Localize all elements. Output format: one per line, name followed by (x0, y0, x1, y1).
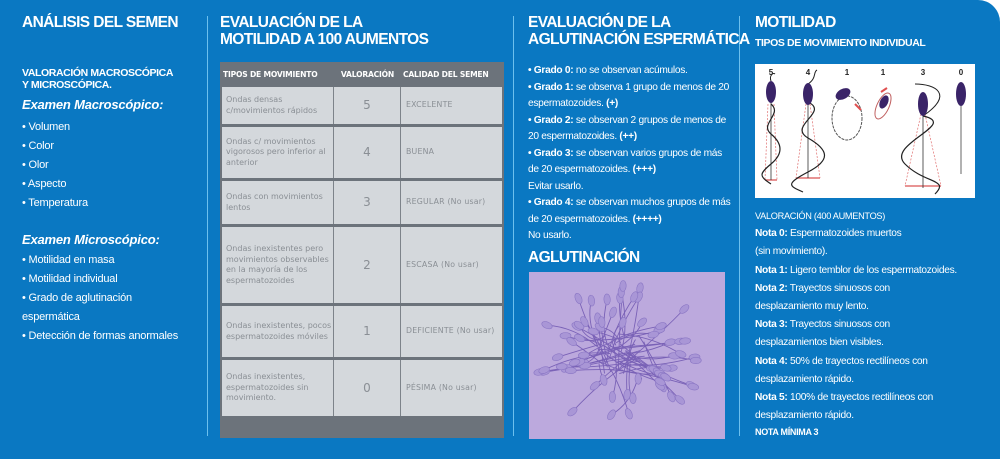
table-row (222, 306, 502, 357)
grado-item (528, 195, 733, 245)
macro-item: • Temperatura (22, 197, 88, 209)
diagram-label: 0 (958, 68, 964, 77)
aglutinacion-title (528, 14, 750, 48)
nota-text: Trayectos sinuosos con (787, 319, 890, 331)
nota-sep: : (784, 282, 788, 294)
analisis-title: ANÁLISIS DEL SEMEN (22, 14, 178, 31)
cell-tipo: Ondas inexistentes, pocos espermatozoides móviles (222, 306, 334, 357)
motilidad-100-title-line2: MOTILIDAD A 100 AUMENTOS (220, 31, 429, 48)
nota-text: Trayectos sinuosos con (787, 282, 890, 294)
macro-list (22, 118, 88, 213)
nota-text: desplazamiento rápido. (755, 410, 854, 422)
nota-label: Nota 0 (755, 228, 785, 240)
sperm-grade-4 (792, 70, 825, 192)
macro-title: Examen Macroscópico: (22, 97, 164, 112)
grado-mark: (++++) (632, 213, 662, 225)
micro-item: • Detección de formas anormales (22, 330, 179, 342)
grados-list (528, 63, 733, 245)
aglutinacion-image-title: AGLUTINACIÓN (528, 249, 640, 266)
movement-diagram-svg (755, 64, 975, 198)
column-divider (739, 16, 740, 436)
motilidad-table (220, 62, 504, 438)
cell-tipo: Ondas con movimientos lentos (222, 181, 334, 224)
nota-sep: : (784, 319, 788, 331)
nota-label: Nota 3 (755, 319, 785, 331)
table-header (220, 62, 504, 86)
nota-sep: : (784, 355, 788, 367)
nota-sep: : (784, 264, 788, 276)
cell-tipo: Ondas densas c/movimientos rápidos (222, 87, 334, 124)
diagram-label: 1 (880, 68, 886, 77)
cell-valor: 4 (334, 127, 401, 178)
diagram-label: 4 (805, 68, 811, 77)
motilidad-title: MOTILIDAD (755, 14, 836, 31)
cell-calidad: ESCASA (No usar) (406, 259, 479, 269)
analisis-subtitle-line2: Y MICROSCÓPICA. (22, 79, 112, 91)
cell-valor: 2 (334, 227, 401, 303)
cell-calidad: EXCELENTE (406, 100, 453, 110)
nota-minima: NOTA MÍNIMA 3 (755, 427, 819, 438)
grado-extra: No usarlo. (528, 230, 572, 241)
sperm-head (690, 357, 701, 364)
cell-calidad: REGULAR (No usar) (406, 197, 486, 207)
cell-calidad: BUENA (406, 147, 435, 157)
grado-label: • Grado 4: (528, 197, 574, 208)
cell-tipo: Ondas inexistentes pero movimientos observables en la mayoría de los espermatozoides (222, 227, 334, 303)
header-tipos: TIPOS DE MOVIMIENTO (223, 69, 318, 79)
nota-text: desplazamiento muy lento. (755, 301, 869, 313)
nota-label: Nota 1 (755, 264, 785, 276)
micro-item: • Motilidad individual (22, 273, 118, 285)
nota-item (755, 389, 957, 425)
aglutinacion-title-line1: EVALUACIÓN DE LA (528, 14, 671, 31)
grado-label: • Grado 2: (528, 114, 574, 126)
nota-item (755, 353, 957, 389)
grado-extra: Evitar usarlo. (528, 180, 584, 192)
column-divider (513, 16, 514, 436)
grado-label: • Grado 3: (528, 147, 574, 159)
header-valoracion: VALORACIÓN (340, 69, 395, 79)
header-calidad: CALIDAD DEL SEMEN (403, 69, 489, 79)
grado-label: • Grado 1: (528, 81, 574, 93)
grado-mark: (+++) (632, 164, 656, 175)
nota-text: desplazamientos bien visibles. (755, 337, 884, 349)
grado-label: • Grado 0: (528, 65, 574, 76)
macro-item: • Color (22, 140, 54, 152)
cell-valor: 5 (334, 87, 401, 124)
nota-item (755, 280, 957, 316)
grado-mark: (++) (619, 131, 637, 142)
nota-sep: : (784, 228, 788, 240)
valoracion-title: VALORACIÓN (400 AUMENTOS) (755, 211, 886, 221)
sperm-head (565, 367, 576, 373)
macro-item: • Volumen (22, 121, 70, 133)
micro-item: • Motilidad en masa (22, 254, 115, 266)
cell-valor: 1 (334, 306, 401, 357)
nota-text: 50% de trayectos rectilíneos con (787, 355, 928, 367)
nota-text: Espermatozoides muertos (787, 228, 902, 240)
cell-calidad: DEFICIENTE (No usar) (406, 326, 495, 336)
nota-item (755, 225, 957, 261)
valoracion-notes (755, 207, 957, 439)
macro-item: • Olor (22, 159, 49, 171)
sperm-head (609, 392, 615, 403)
analisis-subtitle-line1: VALORACIÓN MACROSCÓPICA (22, 67, 174, 79)
sperm-grade-5 (762, 73, 780, 184)
grado-mark: (+) (606, 98, 618, 109)
column-divider (207, 16, 208, 436)
cell-valor: 3 (334, 181, 401, 224)
cell-calidad: PÉSIMA (No usar) (406, 382, 477, 392)
nota-label: Nota 2 (755, 282, 785, 294)
nota-label: Nota 4 (755, 355, 785, 367)
table-row (222, 181, 502, 224)
nota-text: 100% de trayectos rectilíneos con (787, 392, 933, 404)
grado-text: se observan varios grupos de más de 20 espermatozoides. (528, 147, 722, 175)
motilidad-100-title (220, 14, 428, 48)
grado-item (528, 80, 733, 113)
cell-tipo: Ondas inexistentes, espermatozoides sin movimiento. (222, 360, 334, 416)
grado-item (528, 113, 733, 146)
cell-tipo: Ondas c/ movimientos vigorosos pero inferior al anterior (222, 127, 334, 178)
motilidad-100-title-line1: EVALUACIÓN DE LA (220, 14, 363, 31)
sperm-grade-0 (956, 82, 966, 174)
diagram-label: 3 (920, 68, 926, 77)
motilidad-subtitle: TIPOS DE MOVIMIENTO INDIVIDUAL (755, 37, 926, 49)
nota-text: (sin movimiento). (755, 246, 828, 258)
nota-item (755, 262, 957, 280)
micro-item: • Grado de aglutinación (22, 292, 132, 304)
table-row (222, 127, 502, 178)
micro-item: espermática (22, 311, 80, 323)
aglutinacion-title-line2: AGLUTINACIÓN ESPERMÁTICA (528, 31, 750, 48)
grado-text: se observan 2 grupos de menos de 20 espermatozoides. (528, 114, 726, 142)
grado-text: no se observan acúmulos. (573, 65, 688, 76)
diagram-label: 5 (768, 68, 774, 77)
sperm-grade-3 (902, 84, 941, 194)
table-row (222, 87, 502, 124)
nota-sep: : (784, 392, 788, 404)
micrograph-image (529, 272, 725, 439)
micro-list (22, 251, 178, 346)
movement-diagram (755, 64, 975, 198)
analisis-subtitle (22, 67, 173, 91)
table-row (222, 227, 502, 303)
table-row (222, 360, 502, 416)
cell-valor: 0 (334, 360, 401, 416)
micro-title: Examen Microscópico: (22, 232, 160, 247)
grado-text: se observan muchos grupos de más de 20 espermatozoides. (528, 197, 731, 225)
sperm-grade-1-tremble (872, 88, 895, 121)
aglutinacion-micrograph (529, 272, 725, 439)
nota-label: Nota 5 (755, 392, 785, 404)
nota-item (755, 316, 957, 352)
sperm-grade-1-circle (832, 86, 862, 140)
grado-item (528, 63, 733, 80)
diagram-label: 1 (844, 68, 850, 77)
grado-item (528, 146, 733, 196)
grado-text: se observa 1 grupo de menos de 20 espermatozoides. (528, 81, 730, 109)
nota-text: desplazamiento rápido. (755, 373, 854, 385)
sperm-head (635, 373, 642, 384)
macro-item: • Aspecto (22, 178, 67, 190)
nota-text: Ligero temblor de los espermatozoides. (787, 264, 957, 276)
